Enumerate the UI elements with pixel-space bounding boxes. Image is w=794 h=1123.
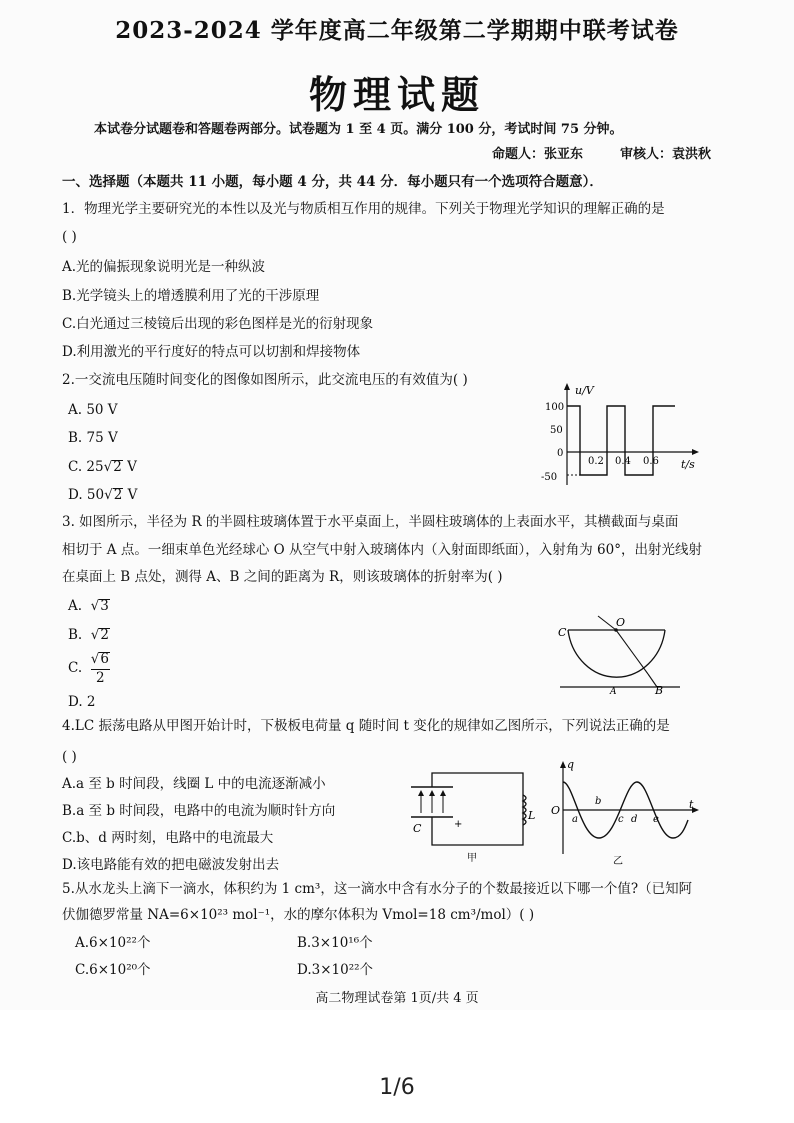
svg-text:u/V: u/V xyxy=(575,384,594,397)
svg-text:0.2: 0.2 xyxy=(588,456,604,467)
svg-text:A: A xyxy=(610,687,617,697)
svg-text:0.4: 0.4 xyxy=(615,456,631,467)
q3-stem-line1: 3. 如图所示，半径为 R 的半圆柱玻璃体置于水平桌面上，半圆柱玻璃体的上表面水平，其横截面与桌面 xyxy=(62,514,679,530)
viewer-page-indicator: 1/6 xyxy=(379,1075,415,1100)
svg-text:L: L xyxy=(528,809,535,822)
svg-text:a: a xyxy=(572,814,578,825)
svg-text:100: 100 xyxy=(545,402,565,413)
q1-stem: 1．物理光学主要研究光的本性以及光与物质相互作用的规律。下列关于物理光学知识的理解正确的是 xyxy=(62,201,665,217)
svg-text:50: 50 xyxy=(550,425,563,436)
q5-option-d: D.3×10²²个 xyxy=(297,962,374,978)
q2-option-d: D. 50√2 V xyxy=(68,487,138,503)
svg-text:O: O xyxy=(551,804,561,817)
q5-option-c: C.6×10²⁰个 xyxy=(75,962,151,978)
svg-text:甲: 甲 xyxy=(467,853,477,863)
svg-text:0.6: 0.6 xyxy=(643,456,659,467)
q2-voltage-graph xyxy=(535,380,705,495)
svg-text:+: + xyxy=(454,819,463,830)
svg-text:t: t xyxy=(689,798,694,811)
svg-text:0: 0 xyxy=(557,448,564,459)
q5-option-b: B.3×10¹⁶个 xyxy=(297,935,373,951)
q3-option-d: D. 2 xyxy=(68,694,96,710)
svg-text:e: e xyxy=(653,814,659,825)
q3-semicylinder-figure xyxy=(550,612,690,697)
q4-option-c: C.b、d 两时刻，电路中的电流最大 xyxy=(62,830,274,846)
section-heading: 一、选择题（本题共 11 小题，每小题 4 分，共 44 分．每小题只有一个选项符合题意）． xyxy=(62,174,603,190)
q5-stem-line1: 5.从水龙头上滴下一滴水，体积约为 1 cm³，这一滴水中含有水分子的个数最接近以下哪一个值?（已知阿 xyxy=(62,881,693,897)
q4-option-a: A.a 至 b 时间段，线圈 L 中的电流逐渐减小 xyxy=(62,776,326,792)
svg-text:d: d xyxy=(631,814,638,825)
subject-title: 物理试题 xyxy=(308,72,485,117)
q2-option-b: B. 75 V xyxy=(68,430,118,446)
instructions: 本试卷分试题卷和答题卷两部分。试卷题为 1 至 4 页。满分 100 分，考试时间 75 分钟。 xyxy=(94,122,623,137)
exam-title: 2023-2024 学年度高二年级第二学期期中联考试卷 xyxy=(115,17,679,44)
page-footer: 高二物理试卷第 1页/共 4 页 xyxy=(315,991,479,1006)
author: 命题人：张亚东 xyxy=(492,147,584,162)
svg-text:C: C xyxy=(558,626,567,639)
q1-option-a: A.光的偏振现象说明光是一种纵波 xyxy=(62,259,266,275)
q4-charge-graph xyxy=(545,758,705,868)
q4-option-d: D.该电路能有效的把电磁波发射出去 xyxy=(62,857,280,873)
svg-text:q: q xyxy=(567,758,575,771)
q2-option-c: C. 25√2 V xyxy=(68,459,137,475)
q4-blank: ( ) xyxy=(62,749,77,765)
q2-stem: 2.一交流电压随时间变化的图像如图所示，此交流电压的有效值为( ) xyxy=(62,372,468,388)
svg-text:O: O xyxy=(616,616,626,629)
svg-text:t/s: t/s xyxy=(681,458,695,471)
q1-blank: ( ) xyxy=(62,229,77,245)
svg-text:乙: 乙 xyxy=(613,856,623,867)
svg-text:C: C xyxy=(413,822,422,835)
q1-option-d: D.利用激光的平行度好的特点可以切割和焊接物体 xyxy=(62,344,361,360)
q1-option-b: B.光学镜头上的增透膜利用了光的干涉原理 xyxy=(62,288,320,304)
q4-option-b: B.a 至 b 时间段，电路中的电流为顺时针方向 xyxy=(62,803,336,819)
svg-text:c: c xyxy=(618,814,624,825)
q2-option-a: A. 50 V xyxy=(68,402,118,418)
q1-option-c: C.白光通过三棱镜后出现的彩色图样是光的衍射现象 xyxy=(62,316,374,332)
reviewer: 审核人：袁洪秋 xyxy=(620,147,712,162)
q3-option-c: C. $\frac{√6}{2}$ xyxy=(68,651,109,687)
q4-lc-circuit-figure xyxy=(405,765,535,863)
q5-stem-line2: 伏伽德罗常量 NA=6×10²³ mol⁻¹，水的摩尔体积为 Vmol=18 cm³/mol）( ) xyxy=(62,907,535,923)
svg-text:-50: -50 xyxy=(541,472,558,483)
svg-text:b: b xyxy=(595,796,602,807)
q4-stem: 4.LC 振荡电路从甲图开始计时，下极板电荷量 q 随时间 t 变化的规律如乙图所示，下列说法正确的是 xyxy=(62,718,670,734)
q5-option-a: A.6×10²²个 xyxy=(75,935,151,951)
q3-option-a: A. √3 xyxy=(68,598,109,614)
q3-option-b: B. √2 xyxy=(68,627,109,643)
svg-text:B: B xyxy=(655,684,664,697)
q3-stem-line2: 相切于 A 点。一细束单色光经球心 O 从空气中射入玻璃体内（入射面即纸面），入射角为 60°，出射光线射 xyxy=(62,542,702,558)
q3-stem-line3: 在桌面上 B 点处，测得 A、B 之间的距离为 R，则该玻璃体的折射率为( ) xyxy=(62,569,503,585)
